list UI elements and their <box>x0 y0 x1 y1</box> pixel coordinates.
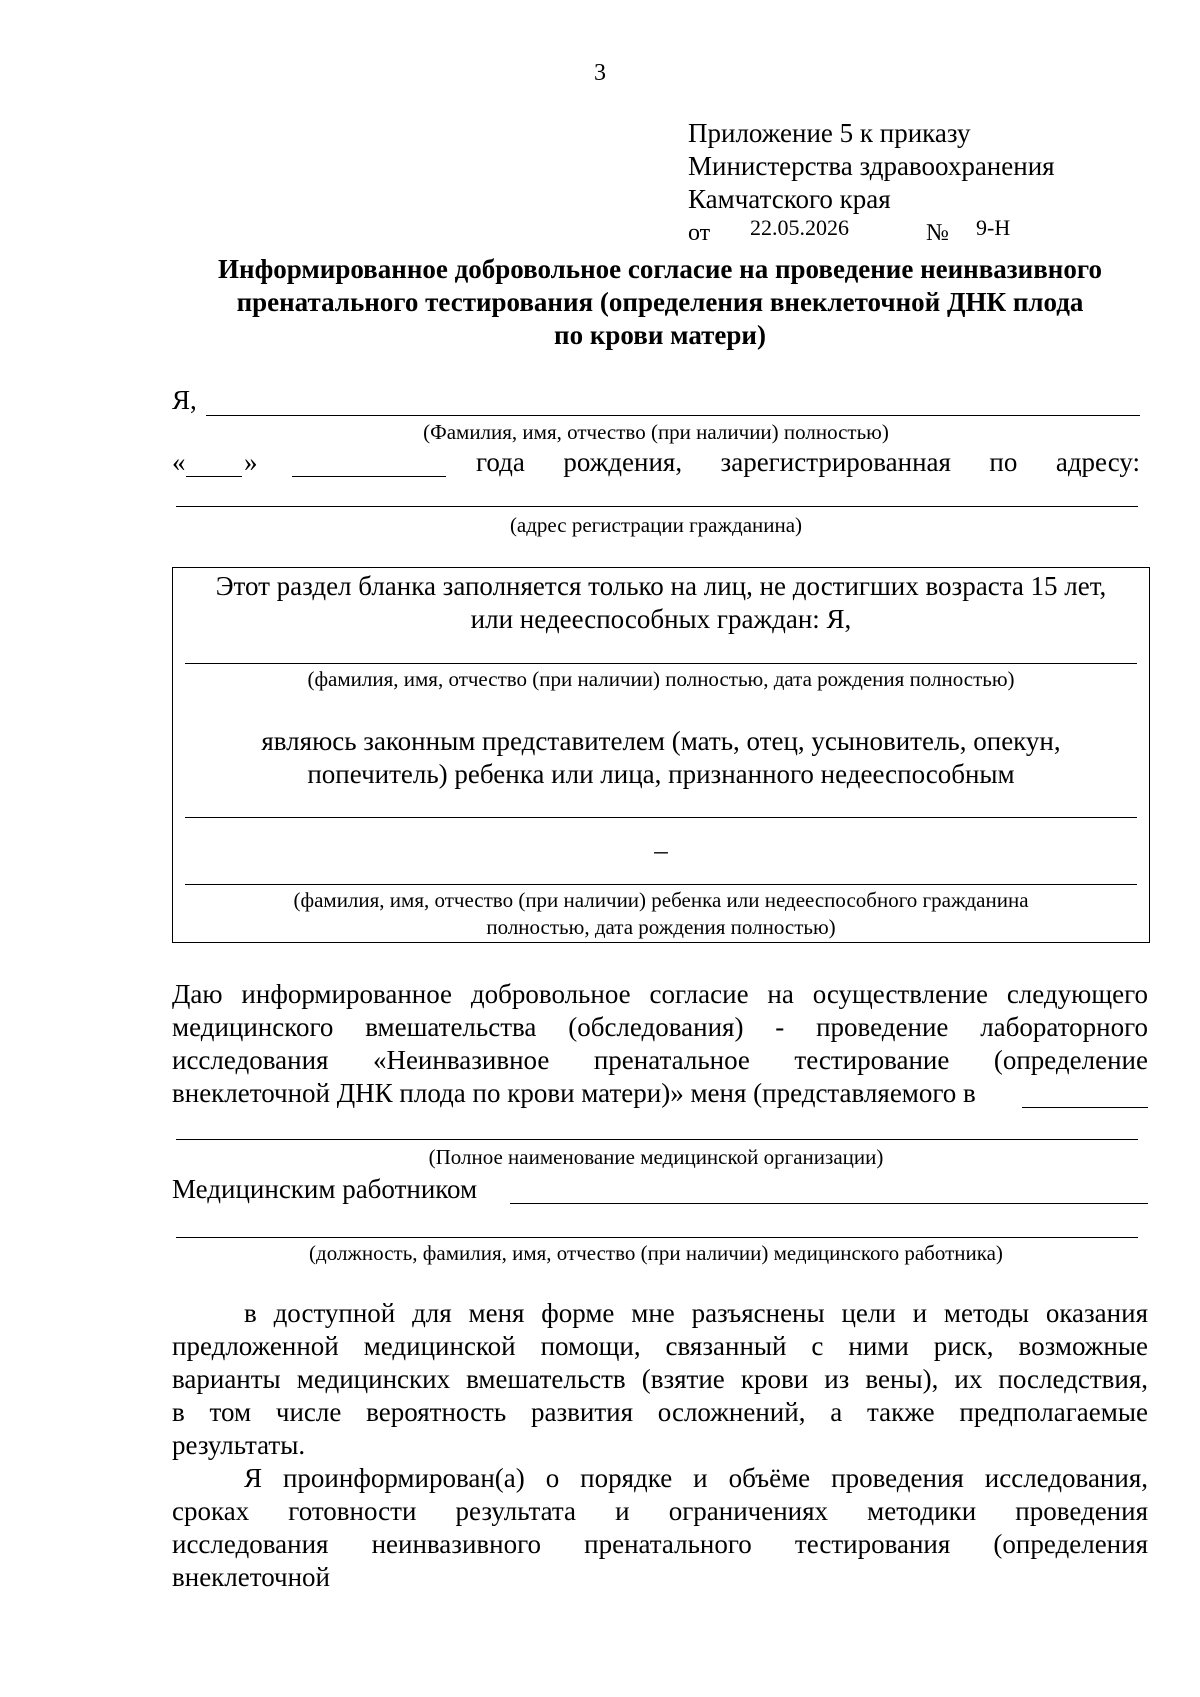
fio-input-line[interactable] <box>206 415 1140 416</box>
paragraph1-line-5: результаты. <box>172 1430 306 1460</box>
box-caption-2-line-2: полностью, дата рождения полностью) <box>486 915 836 939</box>
paragraph2-line-2: сроках готовности результата и ограничениях методики проведения <box>172 1496 1148 1526</box>
appendix-date: 22.05.2026 <box>750 215 849 240</box>
paragraph2-line-4: внеклеточной <box>172 1562 330 1592</box>
paragraph1-line-1: в доступной для меня форме мне разъяснены цели и методы оказания <box>244 1298 1148 1328</box>
box-caption-1: (фамилия, имя, отчество (при наличии) полностью, дата рождения полностью) <box>307 667 1015 691</box>
address-caption: (адрес регистрации гражданина) <box>509 513 803 537</box>
appendix-number-label: № <box>926 220 949 246</box>
box-line-1: Этот раздел бланка заполняется только на лиц, не достигших возраста 15 лет, <box>215 571 1107 601</box>
quote-open: « <box>172 447 186 477</box>
fio-caption: (Фамилия, имя, отчество (при наличии) полностью) <box>423 420 889 444</box>
appendix-line-2: Министерства здравоохранения <box>688 151 1055 181</box>
birth-day-input-line[interactable] <box>186 476 242 477</box>
org-caption: (Полное наименование медицинской организации) <box>428 1145 884 1169</box>
appendix-line-1: Приложение 5 к приказу <box>688 118 971 148</box>
worker-input-line-2[interactable] <box>176 1237 1138 1238</box>
worker-input-line-1[interactable] <box>510 1203 1148 1204</box>
title-line-2: пренатального тестирования (определения внеклеточной ДНК плода <box>236 287 1084 317</box>
box-line-2: или недееспособных граждан: Я, <box>470 604 852 634</box>
consent-line-3: исследования «Неинвазивное пренатальное тестирование (определение <box>172 1045 1148 1075</box>
appendix-line-3: Камчатского края <box>688 184 891 214</box>
page-number: 3 <box>594 60 606 86</box>
quote-close: » <box>244 447 258 477</box>
consent-line-1: Даю информированное добровольное согласие на осуществление следующего <box>172 979 1148 1009</box>
worker-label: Медицинским работником <box>172 1174 478 1204</box>
representative-org-input-line[interactable] <box>1022 1107 1148 1108</box>
consent-line-2: медицинского вмешательства (обследования) - проведение лабораторного <box>172 1012 1148 1042</box>
i-label: Я, <box>172 385 197 415</box>
paragraph1-line-3: варианты медицинских вмешательств (взятие крови из вены), их последствия, <box>172 1364 1148 1394</box>
org-input-line[interactable] <box>176 1139 1138 1140</box>
paragraph1-line-2: предложенной медицинской помощи, связанный с ними риск, возможные <box>172 1331 1148 1361</box>
appendix-number: 9-Н <box>976 215 1011 240</box>
box-fio-input-line[interactable] <box>185 663 1137 664</box>
title-line-1: Информированное добровольное согласие на проведение неинвазивного <box>218 254 1102 284</box>
box-rep-line-2: попечитель) ребенка или лица, признанного недееспособным <box>307 759 1015 789</box>
appendix-from-label: от <box>688 220 711 246</box>
paragraph2-line-3: исследования неинвазивного пренатального тестирования (определения <box>172 1529 1148 1559</box>
consent-line-4: внеклеточной ДНК плода по крови матери)» меня (представляемого в <box>172 1078 976 1108</box>
title-line-3: по крови матери) <box>554 320 766 350</box>
box-caption-2-line-1: (фамилия, имя, отчество (при наличии) ребенка или недееспособного гражданина <box>293 888 1029 912</box>
box-rep-line-1: являюсь законным представителем (мать, отец, усыновитель, опекун, <box>261 726 1061 756</box>
box-child-input-line[interactable] <box>185 884 1137 885</box>
legal-representative-box <box>172 567 1150 943</box>
paragraph1-line-4: в том числе вероятность развития осложнений, а также предполагаемые <box>172 1397 1148 1427</box>
box-dash: – <box>654 835 668 865</box>
paragraph2-line-1: Я проинформирован(а) о порядке и объёме проведения исследования, <box>244 1463 1148 1493</box>
address-input-line[interactable] <box>176 506 1138 507</box>
box-representative-input-line[interactable] <box>185 817 1137 818</box>
worker-caption: (должность, фамилия, имя, отчество (при наличии) медицинского работника) <box>309 1241 1003 1265</box>
birth-month-input-line[interactable] <box>292 476 446 477</box>
birth-text: года рождения, зарегистрированная по адресу: <box>476 447 1140 477</box>
